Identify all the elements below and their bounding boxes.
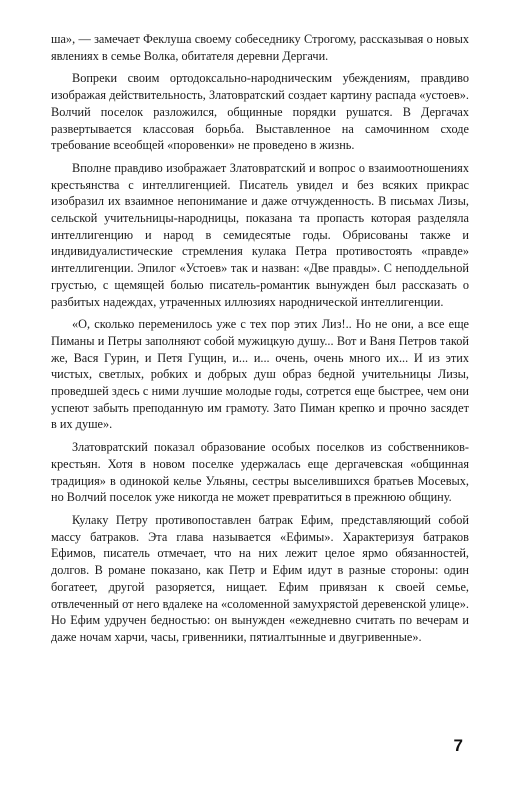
paragraph-1: ша», — замечает Феклуша своему собеседнику Строгому, рассказывая о новых явлениях в семье Волка, обитателя деревни Дергачи. [51, 32, 469, 63]
page-body [51, 31, 469, 652]
paragraph-4: «О, сколько переменилось уже с тех пор этих Лиз!.. Но не они, а все еще Пиманы и Петры заполняют собой мужицкую душу... Вот и Ваня Петров такой же, Вася Гурин, и Петя Гущин, и... и... очень, очень много их... И из этих чистых, светлых, робких и добрых душ образ бедной учительницы Лизы, проведшей здесь с ними лучшие молодые годы, сотрется еще быстрее, чем они успеют забыть преподанную им грамоту. Зато Пиман крепко и прочно засядет в их душе». [51, 317, 469, 432]
paragraph-6: Кулаку Петру противопоставлен батрак Ефим, представляющий собой массу батраков. Эта глава называется «Ефимы». Характеризуя батраков Ефимов, писатель отмечает, что на них лежит целое ярмо обязанностей, долгов. В романе показано, как Петр и Ефим идут в разные стороны: один богатеет, другой разоряется, нищает. Ефим привязан к своей семье, отвлеченный от него вдалеке на «соломенной замухрястой деревенской улице». Но Ефим удручен бедностью: он вынужден «ежедневно считать по вечерам и даже ночам харчи, часы, гривенники, пятиалтынные и двугривенные». [51, 512, 469, 644]
paragraph-5: Златовратский показал образование особых поселков из собственников-крестьян. Хотя в новом поселке удержалась еще дергачевская «общинная традиция» в одинокой келье Ульяны, сестры выселившихся братьев Мосевых, но Волчий поселок уже никогда не может превратиться в прежнюю общину. [51, 440, 469, 505]
paragraph-3: Вполне правдиво изображает Златовратский и вопрос о взаимоотношениях крестьянства с интеллигенцией. Писатель увидел и без всяких прикрас изобразил их взаимное непонимание и даже отчужденность. В письмах Лизы, сельской учительницы-народницы, показана та пропасть которая разделяла интеллигенцию и народ в семидесятые годы. Обрисованы также и индивидуалистические стремления кулака Петра противостоять «правде» интеллигенции. Эпилог «Устоев» так и назван: «Две правды». С неподдельной грустью, с щемящей болью писатель-романтик вынужден был рассказать о разбитых надеждах, утраченных иллюзиях народнической интеллигенции. [51, 160, 469, 309]
paragraph-2: Вопреки своим ортодоксально-народническим убеждениям, правдиво изображая действительность, Златовратский создает картину распада «устоев». Волчий поселок разложился, общинные порядки рушатся. В Дергачах развертывается классовая борьба. Выставленное на самочинном сходе требование всеобщей «поровенки» не проведено в жизнь. [51, 71, 469, 153]
page-number: 7 [453, 736, 463, 755]
